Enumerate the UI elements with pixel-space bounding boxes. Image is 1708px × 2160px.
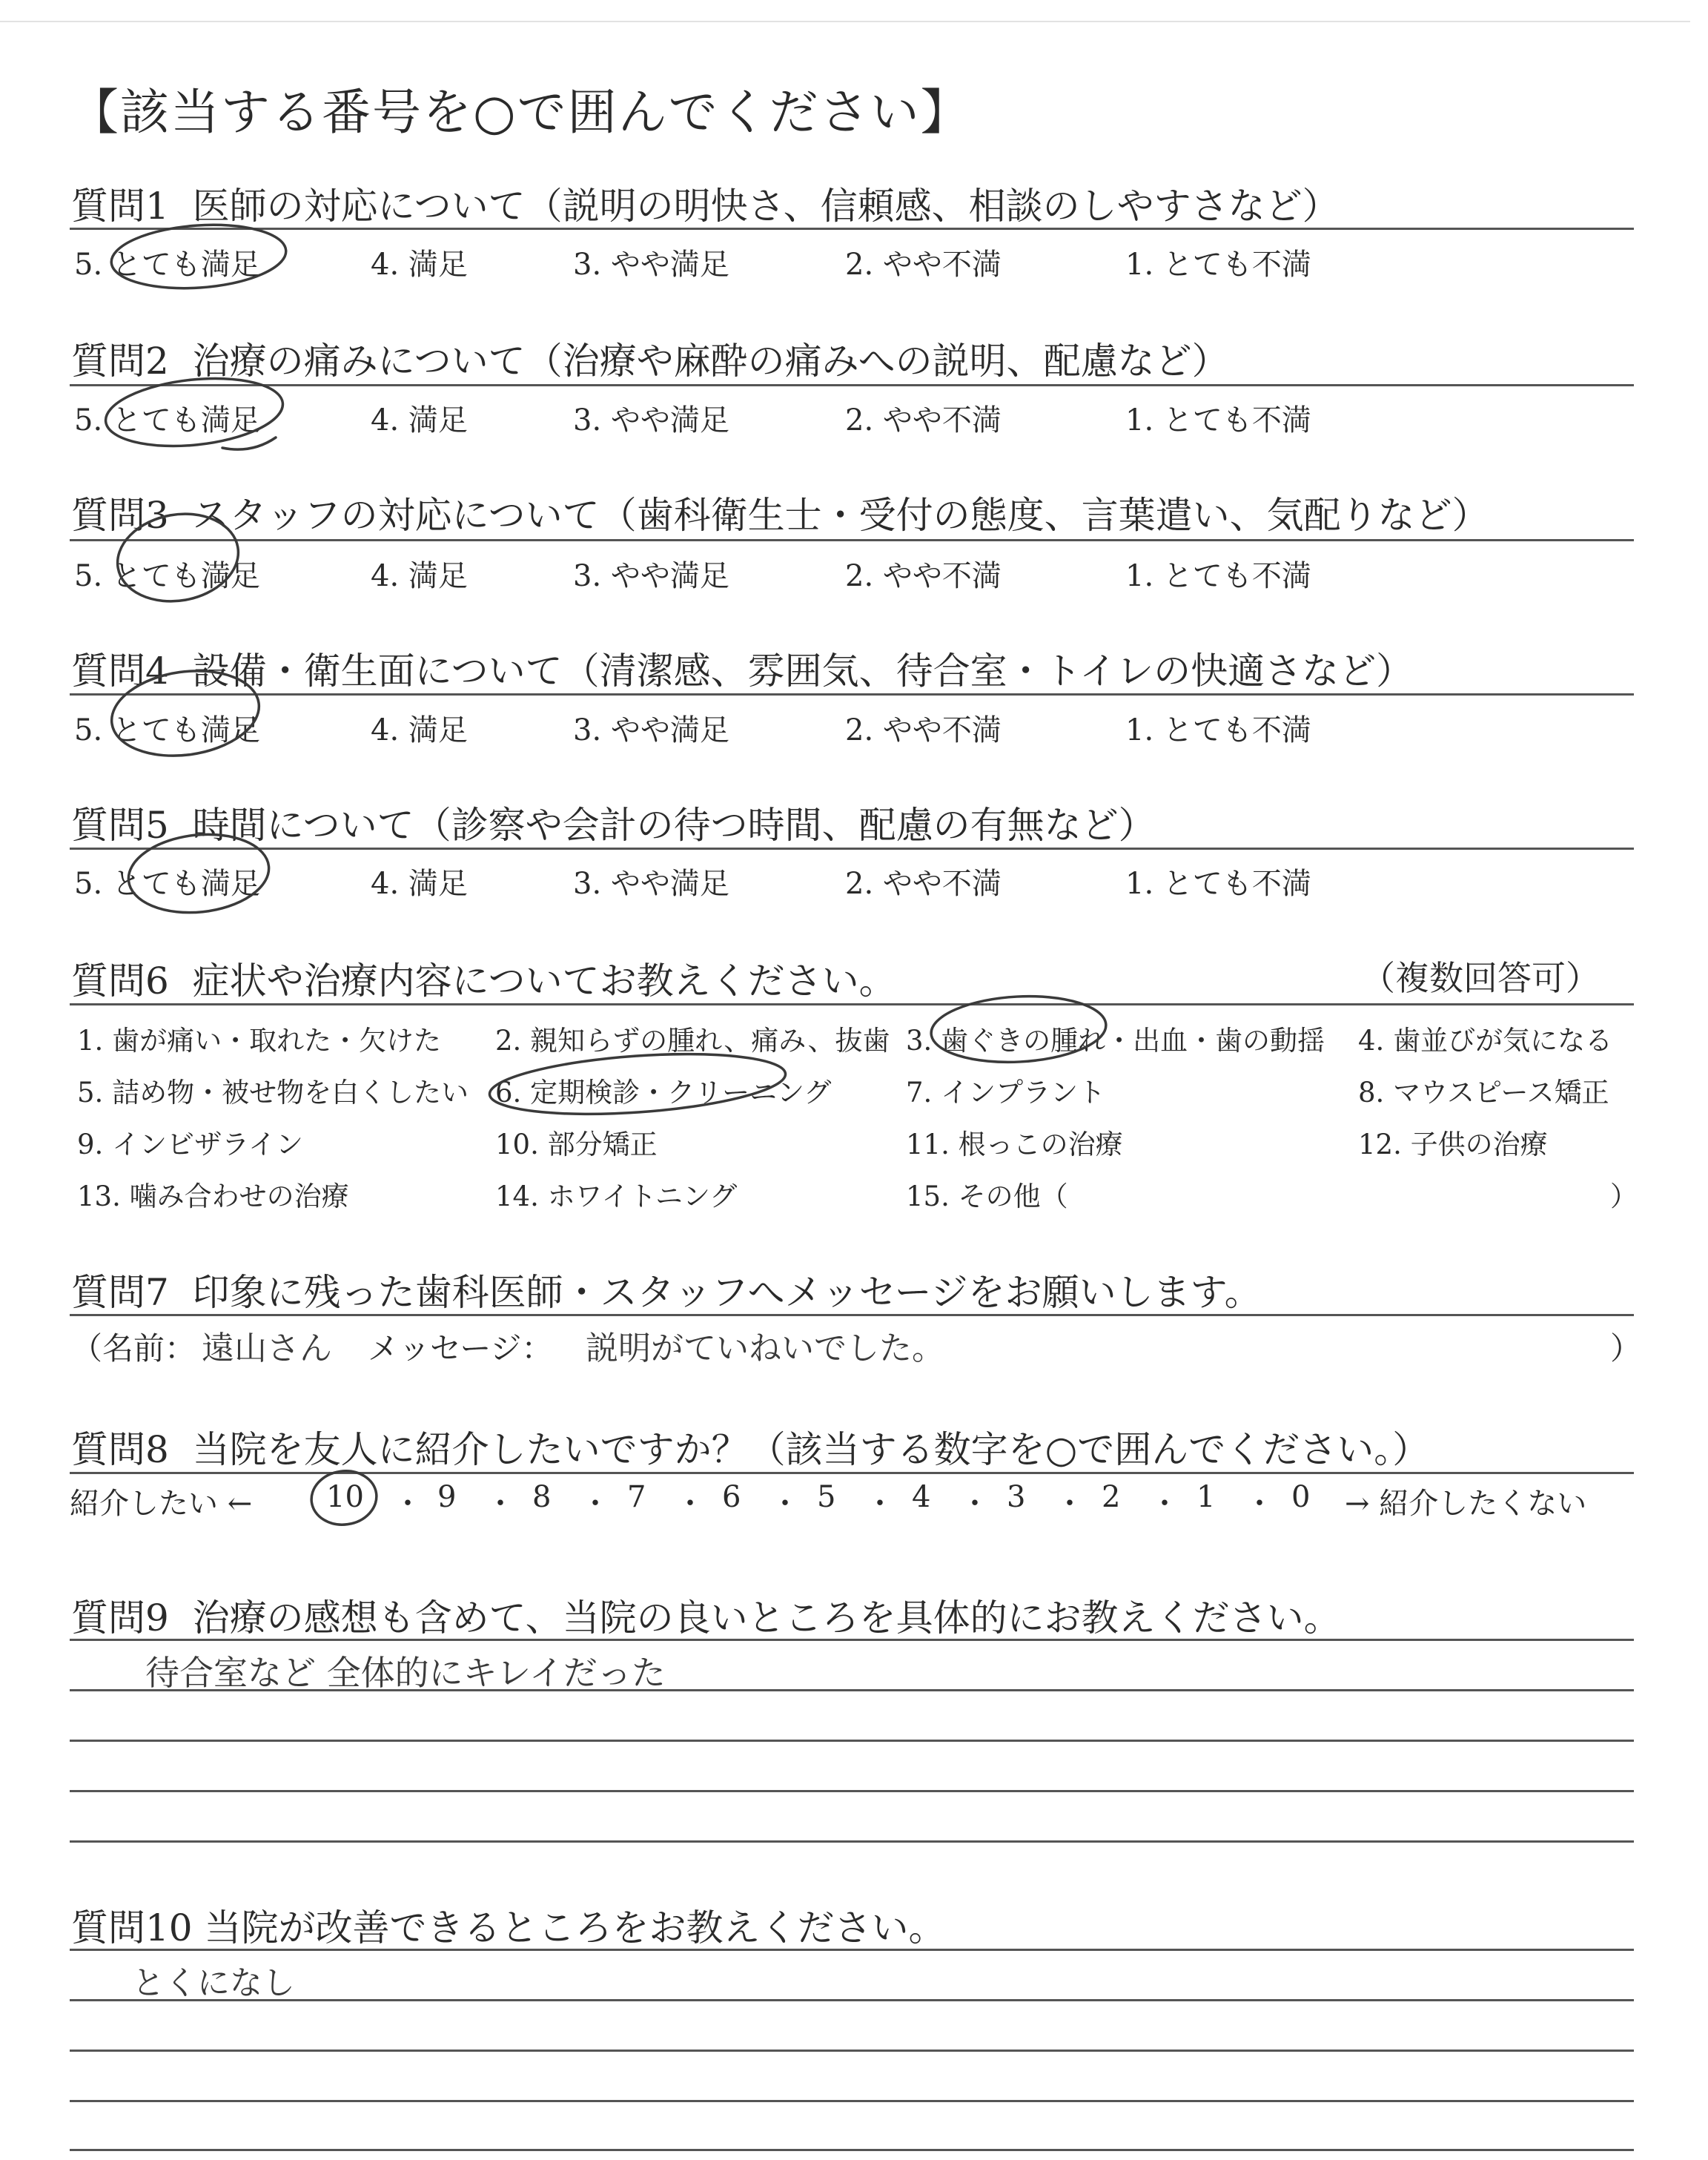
q10-answer-line-2 <box>70 2050 1634 2052</box>
q7-rule <box>70 1314 1634 1316</box>
q6-item-5[interactable]: 5. 詰め物・被せ物を白くしたい <box>77 1077 469 1109</box>
q8-scale-6[interactable]: 6 <box>722 1480 741 1514</box>
q9-answer[interactable]: 待合室など 全体的にキレイだった <box>145 1653 666 1693</box>
q2-option-4[interactable]: 4. 満足 <box>371 403 468 437</box>
q4-option-4[interactable]: 4. 満足 <box>371 713 468 747</box>
q9-answer-line-4 <box>70 1840 1634 1843</box>
q10-rule <box>70 1949 1634 1951</box>
q10-answer-line-3 <box>70 2100 1634 2102</box>
q8-scale-1[interactable]: 1 <box>1196 1480 1216 1514</box>
q4-option-2[interactable]: 2. やや不満 <box>845 713 1002 747</box>
q7-title: 質問7 印象に残った歯科医師・スタッフへメッセージをお願いします。 <box>71 1271 1262 1314</box>
q5-option-1[interactable]: 1. とても不満 <box>1125 867 1311 901</box>
q8-rule <box>70 1472 1634 1474</box>
q8-separator: ・ <box>1055 1487 1085 1521</box>
q6-title: 質問6 症状や治療内容についてお教えください。 <box>71 960 896 1003</box>
q2-title: 質問2 治療の痛みについて（治療や麻酔の痛みへの説明、配慮など） <box>71 340 1229 383</box>
q9-title: 質問9 治療の感想も含めて、当院の良いところを具体的にお教えください。 <box>71 1596 1341 1639</box>
q8-scale-10[interactable]: 10 <box>326 1480 364 1514</box>
q1-option-4[interactable]: 4. 満足 <box>371 248 468 282</box>
q6-item-3[interactable]: 3. 歯ぐきの腫れ・出血・歯の動揺 <box>906 1025 1325 1057</box>
q5-option-3[interactable]: 3. やや満足 <box>573 867 729 901</box>
q8-separator: ・ <box>960 1487 990 1521</box>
q2-option-5[interactable]: 5. とても満足 <box>74 403 260 437</box>
q2-option-1[interactable]: 1. とても不満 <box>1125 403 1311 437</box>
q6-item-4[interactable]: 4. 歯並びが気になる <box>1358 1025 1613 1057</box>
q3-title: 質問3 スタッフの対応について（歯科衛生士・受付の態度、言葉遣い、気配りなど） <box>71 494 1489 537</box>
q8-scale-0[interactable]: 0 <box>1291 1480 1311 1514</box>
q5-option-2[interactable]: 2. やや不満 <box>845 867 1002 901</box>
page-title: 【該当する番号を○で囲んでください】 <box>70 84 971 141</box>
q3-option-5[interactable]: 5. とても満足 <box>74 559 260 593</box>
q2-option-3[interactable]: 3. やや満足 <box>573 403 729 437</box>
q8-separator: ・ <box>1150 1487 1179 1521</box>
q6-item-14[interactable]: 14. ホワイトニング <box>495 1180 738 1212</box>
q6-item-1[interactable]: 1. 歯が痛い・取れた・欠けた <box>77 1025 442 1057</box>
q6-item-6[interactable]: 6. 定期検診・クリーニング <box>495 1077 832 1109</box>
q5-option-5[interactable]: 5. とても満足 <box>74 867 260 901</box>
q8-scale-2[interactable]: 2 <box>1102 1480 1121 1514</box>
q6-item-12[interactable]: 12. 子供の治療 <box>1358 1129 1548 1160</box>
q8-scale-4[interactable]: 4 <box>912 1480 931 1514</box>
q6-item-13[interactable]: 13. 噛み合わせの治療 <box>77 1180 349 1212</box>
q1-option-2[interactable]: 2. やや不満 <box>845 248 1002 282</box>
q8-separator: ・ <box>580 1487 610 1521</box>
q10-title: 質問10 当院が改善できるところをお教えください。 <box>71 1906 946 1949</box>
q1-title: 質問1 医師の対応について（説明の明快さ、信頼感、相談のしやすさなど） <box>71 185 1340 228</box>
q10-answer[interactable]: とくになし <box>132 1964 295 2002</box>
q6-item-10[interactable]: 10. 部分矯正 <box>495 1129 658 1160</box>
q6-item-15-close: ） <box>1610 1180 1638 1212</box>
q8-separator: ・ <box>770 1487 800 1521</box>
q7-message-label: メッセージ： <box>368 1330 553 1367</box>
q6-item-2[interactable]: 2. 親知らずの腫れ、痛み、抜歯 <box>495 1025 890 1057</box>
q8-separator: ・ <box>675 1487 705 1521</box>
q4-option-3[interactable]: 3. やや満足 <box>573 713 729 747</box>
q5-title: 質問5 時間について（診察や会計の待つ時間、配慮の有無など） <box>71 804 1156 847</box>
q3-option-4[interactable]: 4. 満足 <box>371 559 468 593</box>
q6-rule <box>70 1003 1634 1005</box>
q8-scale-9[interactable]: 9 <box>437 1480 457 1514</box>
q4-option-1[interactable]: 1. とても不満 <box>1125 713 1311 747</box>
q8-title: 質問8 当院を友人に紹介したいですか？（該当する数字を○で囲んでください。） <box>71 1428 1430 1471</box>
q6-item-9[interactable]: 9. インビザライン <box>77 1129 303 1160</box>
q8-left-label: 紹介したい ← <box>70 1487 253 1521</box>
q8-scale-5[interactable]: 5 <box>817 1480 836 1514</box>
q10-answer-line-4 <box>70 2149 1634 2151</box>
q7-message-value[interactable]: 説明がていねいでした。 <box>586 1330 944 1367</box>
q8-scale-7[interactable]: 7 <box>627 1480 646 1514</box>
q8-scale-8[interactable]: 8 <box>532 1480 552 1514</box>
q9-rule <box>70 1639 1634 1641</box>
q3-option-1[interactable]: 1. とても不満 <box>1125 559 1311 593</box>
q4-option-5[interactable]: 5. とても満足 <box>74 713 260 747</box>
q3-rule <box>70 539 1634 541</box>
q1-option-5[interactable]: 5. とても満足 <box>74 248 260 282</box>
q8-separator: ・ <box>1245 1487 1274 1521</box>
q9-answer-line-2 <box>70 1740 1634 1742</box>
q6-item-11[interactable]: 11. 根っこの治療 <box>906 1129 1123 1160</box>
q2-rule <box>70 384 1634 386</box>
q3-option-2[interactable]: 2. やや不満 <box>845 559 1002 593</box>
q9-answer-line-1 <box>70 1689 1634 1691</box>
q4-rule <box>70 693 1634 696</box>
q2-selection-tail <box>222 437 276 449</box>
q2-option-2[interactable]: 2. やや不満 <box>845 403 1002 437</box>
q8-right-label: → 紹介したくない <box>1345 1487 1587 1521</box>
q7-name-label: （名前： <box>71 1330 196 1367</box>
q6-item-15[interactable]: 15. その他（ <box>906 1180 1068 1212</box>
q8-separator: ・ <box>486 1487 515 1521</box>
q1-option-3[interactable]: 3. やや満足 <box>573 248 729 282</box>
q7-close-paren: ） <box>1610 1330 1642 1367</box>
q6-item-7[interactable]: 7. インプラント <box>906 1077 1106 1109</box>
q8-separator: ・ <box>393 1487 423 1521</box>
q7-name-value[interactable]: 遠山さん <box>202 1330 332 1367</box>
q6-note: （複数回答可） <box>1361 958 1600 998</box>
q1-rule <box>70 228 1634 230</box>
q3-option-3[interactable]: 3. やや満足 <box>573 559 729 593</box>
q8-scale-3[interactable]: 3 <box>1007 1480 1026 1514</box>
q5-option-4[interactable]: 4. 満足 <box>371 867 468 901</box>
q9-answer-line-3 <box>70 1790 1634 1792</box>
page-top-border <box>0 21 1690 22</box>
q10-answer-line-1 <box>70 1999 1634 2001</box>
q5-rule <box>70 848 1634 850</box>
q4-title: 質問4 設備・衛生面について（清潔感、雰囲気、待合室・トイレの快適さなど） <box>71 650 1414 693</box>
q1-option-1[interactable]: 1. とても不満 <box>1125 248 1311 282</box>
q8-separator: ・ <box>865 1487 895 1521</box>
q6-item-8[interactable]: 8. マウスピース矯正 <box>1358 1077 1609 1109</box>
